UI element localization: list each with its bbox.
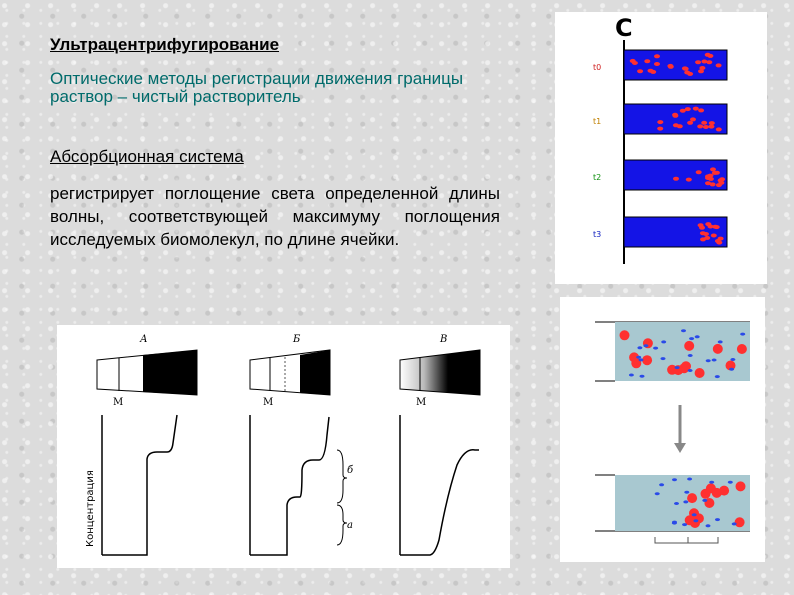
small-particle [715,518,720,521]
particle [685,107,691,111]
small-particle [637,346,642,349]
small-particle [675,366,680,369]
small-particle [639,358,644,361]
small-particle [659,483,664,486]
particle [673,177,679,181]
small-particle [732,522,737,525]
tube-particles [630,53,725,245]
large-particle [695,368,705,378]
particle [714,171,720,175]
large-particle [620,330,630,340]
particle [716,127,722,131]
small-particle [682,523,687,526]
particle [703,232,709,236]
time-label-t2: t2 [593,173,602,182]
particle [699,226,705,230]
small-particle [688,354,693,357]
absorption-figure-svg [57,325,510,568]
particle [684,71,690,75]
particle [706,60,712,64]
small-particle [728,481,733,484]
small-particle [672,522,677,525]
particle [712,225,718,229]
particle [667,64,673,68]
small-particle [730,358,735,361]
large-particle [735,517,745,527]
meniscus-label-c: М [416,397,427,408]
small-particle [674,502,679,505]
particle [696,170,702,174]
cell-b-dark-zone [300,350,330,395]
tube-sedimentation-figure [555,12,767,284]
small-particle [687,478,692,481]
small-particle [640,375,645,378]
large-particle [712,488,722,498]
boundary-markers [655,537,718,543]
small-particle [709,481,714,484]
meniscus-label-b: М [263,397,274,408]
small-particle [729,368,734,371]
small-particle [643,344,648,347]
particle [657,127,663,131]
particle [716,183,722,187]
curve-c [400,415,479,555]
small-particle [681,329,686,332]
small-particle [629,374,634,377]
particle [657,120,663,124]
small-particle [702,499,707,502]
particle [708,125,714,129]
time-label-t3: t3 [593,230,602,239]
large-particle [684,341,694,351]
small-particle [706,359,711,362]
particle [654,62,660,66]
large-particle [737,344,747,354]
tube-figure-svg [555,12,767,284]
particle [705,222,711,226]
large-particle [736,481,746,491]
body-paragraph: регистрирует поглощение света определенной длины волны, соответствующей максимуму поглощения исследуемых биомолекул, по длине ячейки. [50,184,500,249]
tube-t1 [624,104,727,134]
cell-figure-svg [560,297,765,562]
particle [704,236,710,240]
particle [708,177,714,181]
particle [709,121,715,125]
small-particle [712,359,717,362]
large-particle [642,355,652,365]
small-particle [715,375,720,378]
small-particle [655,492,660,495]
y-axis-label: Концентрация [85,470,96,547]
particle [716,63,722,67]
particle [677,124,683,128]
particle [650,70,656,74]
bracket-label-a: а [347,520,353,531]
large-particle [701,489,711,499]
curve-b [250,415,329,555]
particle [710,167,716,171]
small-particle [689,337,694,340]
bracket-label-b: б [347,465,354,476]
particle [644,59,650,63]
particle [683,67,689,71]
down-arrow-icon [674,443,686,453]
small-particle [695,335,700,338]
particle [686,178,692,182]
cell-c [400,350,480,395]
rotor-symbol-icon: C [615,14,633,42]
section-heading: Абсорбционная система [50,147,244,166]
bracket-lower [337,505,347,545]
particle [707,54,713,58]
panel-label-c: В [440,334,448,345]
slide-subtitle: Оптические методы регистрации движения границы раствор – чистый растворитель [50,69,464,106]
large-particle [687,493,697,503]
particle [698,69,704,73]
slide-title: Ультрацентрифугирование [50,35,280,54]
particle [697,124,703,128]
cell-a-dark-zone [143,350,197,395]
curve-a [102,415,177,555]
large-particle [713,344,723,354]
particle [637,69,643,73]
small-particle [740,333,745,336]
small-particle [706,524,711,527]
particle [687,121,693,125]
time-label-t1: t1 [593,117,602,126]
small-particle [692,513,697,516]
small-particle [672,478,677,481]
particle [711,234,717,238]
small-particle [683,500,688,503]
particle [710,182,716,186]
small-particle [661,340,666,343]
cell-sedimentation-figure [560,297,765,562]
absorption-figure [57,325,510,568]
small-particle [688,369,693,372]
panel-label-b: Б [293,334,301,345]
particle [690,117,696,121]
particle [672,113,678,117]
particle [715,239,721,243]
particle [654,54,660,58]
panel-label-a: А [140,334,148,345]
small-particle [684,491,689,494]
bracket-upper [337,450,347,503]
small-particle [718,340,723,343]
particle [698,108,704,112]
small-particle [653,347,658,350]
particle [693,107,699,111]
particle [703,125,709,129]
small-particle [693,519,698,522]
small-particle [636,356,641,359]
particle [701,121,707,125]
time-label-t0: t0 [593,63,602,72]
particle [695,60,701,64]
small-particle [661,357,666,360]
tube-t3 [624,217,727,247]
particle [632,61,638,65]
meniscus-label-a: М [113,397,124,408]
